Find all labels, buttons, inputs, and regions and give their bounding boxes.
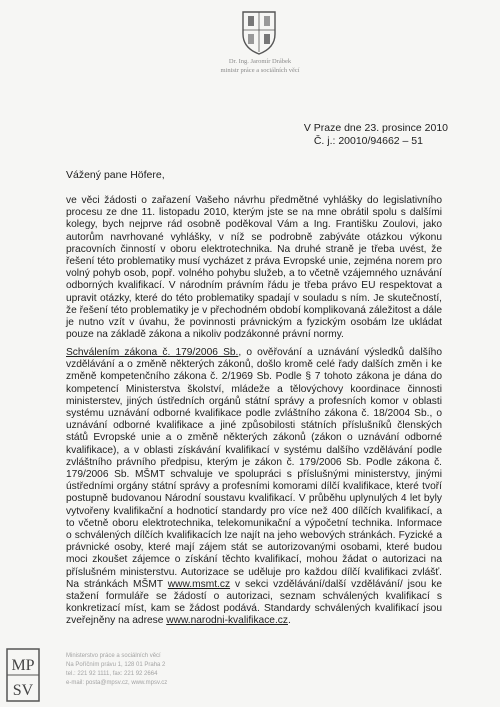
- coat-of-arms-icon: [239, 8, 279, 56]
- sender-name: Dr. Ing. Jaromír Drábek: [228, 58, 292, 65]
- paragraph-1: ve věci žádosti o zařazení Vašeho návrhu předmětné vyhlášky do legislativního procesu ze dne 11. listopadu 2010, kterým jste se na mne obrátil spolu s dalšími kolegy, bych nejprve rád osobně poděkoval Vám a Ing. Františku Zoulovi, jako autorům navrhované vyhlášky, v níž se podrobně zabýváte otázkou výkonu pracovních činností v oboru elektrotechnika. Na druhé straně je třeba uvést, že řešení této problematiky musí vycházet z práva Evropské unie, zejména norem pro volný pohyb osob, popř. volného pohybu služeb, a to včetně vzájemného uznávání odborných kvalifikací. V národním právním řádu je třeba právo EU respektovat a upravit otázky, které do této problematiky spadají v souladu s ním. Je skutečností, že řešení této problematiky je v přechodném období komplikovaná záležitost a dále je nutno vzít v úvahu, že povinnosti právnickým a fyzickým osobám lze ukládat pouze na základě zákona a nikoliv podzákonné právní normy.: [66, 195, 442, 341]
- salutation: Vážený pane Höfere,: [66, 169, 165, 181]
- mpsv-logo-icon: [6, 648, 40, 702]
- footer-line-2: Na Poříčním právu 1, 128 01 Praha 2: [66, 662, 166, 668]
- footer-address: [66, 652, 326, 688]
- paragraph-2-mid: v sekci vzdělávání/další vzdělávání/ jsou ke stažení formuláře se žádostí o autorizaci, seznam schválených kvalifikací s konkretizací míst, kam se žádost podává. Standardy schválených kvalifikací jsou zveřejněny na adrese: [66, 578, 442, 627]
- sender-title: ministr práce a sociálních věcí: [220, 67, 300, 74]
- place-date: V Praze dne 23. prosince 2010: [303, 122, 448, 134]
- footer-line-1: Ministerstvo práce a sociálních věcí: [66, 653, 161, 659]
- msmt-link[interactable]: www.msmt.cz: [167, 578, 231, 590]
- paragraph-2-text: , o ověřování a uznávání výsledků dalšího vzdělávání a o změně některých zákonů, došlo kromě celé řady dalších změn i ke změně kompetenčního zákona č. 2/1969 Sb. Podle § 7 tohoto zákona je dána do kompetencí Ministerstva školství, mládeže a tělovýchovy koordinace činnosti ministerstev, jiných ústředních orgánů státní správy a profesních komor v oblasti systému uznávání odborné kvalifikace podle zvláštního zákona č. 18/2004 Sb., o uznávání odborné kvalifikace a jiné způsobilosti státních příslušníků členských států Evropské unie a o změně některých zákonů (zákon o uznávání odborné kvalifikace), a v oblasti získávání kvalifikací v systému dalšího vzdělávání podle zvláštního právního předpisu, kterým je zákon č. 179/2006 Sb. Podle zákona č. 179/2006 Sb. MŠMT schvaluje ve spolupráci s příslušnými ministerstvy, jinými ústředními orgány státní správy a profesními komorami dílčí kvalifikace, které tvoří postupně budovanou Národní soustavu kvalifikací. V průběhu uplynulých 4 let byly vytvořeny kvalifikační a hodnoticí standardy pro více než 400 dílčích kvalifikací, a to včetně oboru elektrotechnika, telekomunikační a výpočetní technika. Informace o schválených dílčích kvalifikacích lze najít na jeho webových stránkách. Fyzické a právnické osoby, které mají zájem stát se autorizovanými osobami, které budou moci zkoušet zájemce o získání těchto kvalifikací, mohou žádat o autorizaci na příslušném ministerstvu. Autorizace se uděluje pro každou dílčí kvalifikaci zvlášť. Na stránkách MŠMT: [66, 347, 442, 590]
- logo-text-bottom: SV: [12, 682, 34, 699]
- date-reference-block: [304, 122, 448, 148]
- kvalifikace-link[interactable]: www.narodni-kvalifikace.cz: [166, 615, 288, 627]
- footer-line-4: e-mail: posta@mpsv.cz, www.mpsv.cz: [66, 680, 168, 686]
- reference-number: Č. j.: 20010/94662 – 51: [313, 135, 423, 147]
- footer-line-3: tel.: 221 92 1111, fax: 221 92 2664: [66, 671, 158, 677]
- law-reference-underlined: Schválením zákona č. 179/2006 Sb.: [66, 347, 239, 358]
- logo-text-top: MP: [11, 657, 35, 674]
- sender-block: [190, 57, 330, 75]
- paragraph-2-end: .: [287, 615, 291, 627]
- paragraph-2: [66, 347, 442, 628]
